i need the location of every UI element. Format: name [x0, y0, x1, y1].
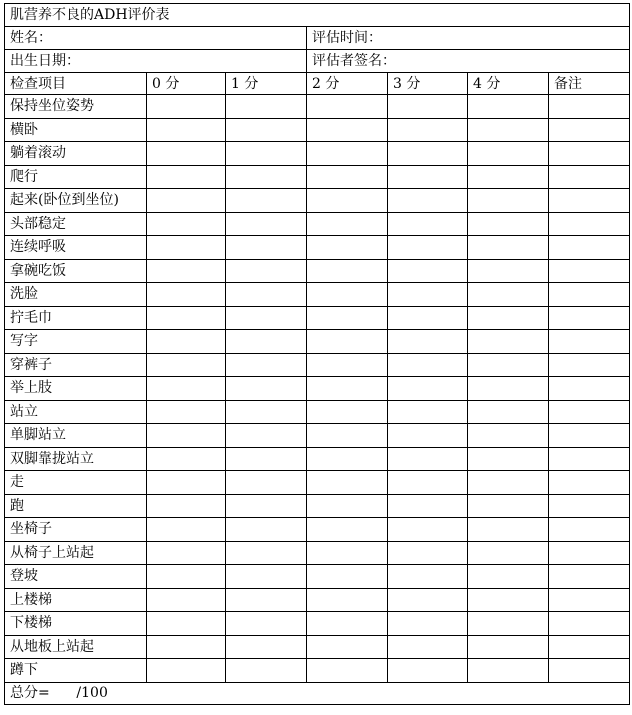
score-3-cell[interactable] — [388, 377, 468, 401]
score-3-cell[interactable] — [388, 330, 468, 354]
score-4-cell[interactable] — [468, 353, 549, 377]
score-2-cell[interactable] — [307, 236, 388, 260]
score-4-cell[interactable] — [468, 635, 549, 659]
item-label: 从地板上站起 — [5, 635, 147, 659]
item-label: 拿碗吃饭 — [5, 259, 147, 283]
score-4-cell[interactable] — [468, 259, 549, 283]
score-2-cell[interactable] — [307, 447, 388, 471]
item-label: 连续呼吸 — [5, 236, 147, 260]
score-3-cell[interactable] — [388, 612, 468, 636]
table-row — [5, 424, 630, 448]
score-3-cell[interactable] — [388, 565, 468, 589]
table-row — [5, 212, 630, 236]
item-label: 写字 — [5, 330, 147, 354]
remarks-cell[interactable] — [549, 424, 630, 448]
remarks-cell[interactable] — [549, 306, 630, 330]
remarks-cell[interactable] — [549, 259, 630, 283]
item-label: 起来(卧位到坐位) — [5, 189, 147, 213]
table-row — [5, 588, 630, 612]
score-1-cell[interactable] — [226, 659, 307, 683]
remarks-cell[interactable] — [549, 165, 630, 189]
score-2-cell[interactable] — [307, 95, 388, 119]
table-row — [5, 165, 630, 189]
score-2-cell[interactable] — [307, 494, 388, 518]
score-0-cell[interactable] — [147, 236, 226, 260]
remarks-cell[interactable] — [549, 494, 630, 518]
score-2-cell[interactable] — [307, 471, 388, 495]
assessor-signature-field[interactable]: 评估者签名： — [307, 50, 630, 73]
score-4-cell[interactable] — [468, 659, 549, 683]
score-3-cell[interactable] — [388, 353, 468, 377]
score-3-cell[interactable] — [388, 424, 468, 448]
score-1-cell[interactable] — [226, 588, 307, 612]
table-row — [5, 283, 630, 307]
item-label: 躺着滚动 — [5, 142, 147, 166]
score-0-cell[interactable] — [147, 306, 226, 330]
form-title: 肌营养不良的ADH评价表 — [5, 4, 630, 27]
score-0-cell[interactable] — [147, 212, 226, 236]
table-row — [5, 471, 630, 495]
item-label: 单脚站立 — [5, 424, 147, 448]
table-row — [5, 635, 630, 659]
score-0-cell[interactable] — [147, 635, 226, 659]
score-0-cell[interactable] — [147, 142, 226, 166]
score-3-cell[interactable] — [388, 306, 468, 330]
score-2-cell[interactable] — [307, 353, 388, 377]
table-row — [5, 189, 630, 213]
remarks-cell[interactable] — [549, 400, 630, 424]
table-row — [5, 659, 630, 683]
table-row — [5, 518, 630, 542]
remarks-cell[interactable] — [549, 95, 630, 119]
score-3-cell[interactable] — [388, 189, 468, 213]
score-4-cell[interactable] — [468, 189, 549, 213]
remarks-cell[interactable] — [549, 283, 630, 307]
score-3-cell[interactable] — [388, 259, 468, 283]
score-2-cell[interactable] — [307, 565, 388, 589]
column-header-score-1: 1 分 — [226, 73, 307, 95]
total-row — [5, 682, 630, 704]
score-0-cell[interactable] — [147, 259, 226, 283]
score-1-cell[interactable] — [226, 259, 307, 283]
score-0-cell[interactable] — [147, 659, 226, 683]
column-header-item: 检查项目 — [5, 73, 147, 95]
item-label: 双脚靠拢站立 — [5, 447, 147, 471]
column-header-score-0: 0 分 — [147, 73, 226, 95]
score-0-cell[interactable] — [147, 565, 226, 589]
name-field[interactable]: 姓名： — [5, 27, 307, 50]
score-3-cell[interactable] — [388, 95, 468, 119]
item-label: 走 — [5, 471, 147, 495]
item-label: 拧毛巾 — [5, 306, 147, 330]
column-header-score-4: 4 分 — [468, 73, 549, 95]
table-row — [5, 118, 630, 142]
total-score[interactable]: 总分= /100 — [5, 682, 630, 704]
score-2-cell[interactable] — [307, 588, 388, 612]
table-row — [5, 259, 630, 283]
score-4-cell[interactable] — [468, 447, 549, 471]
remarks-cell[interactable] — [549, 330, 630, 354]
score-1-cell[interactable] — [226, 377, 307, 401]
remarks-cell[interactable] — [549, 447, 630, 471]
score-0-cell[interactable] — [147, 118, 226, 142]
item-label: 穿裤子 — [5, 353, 147, 377]
remarks-cell[interactable] — [549, 565, 630, 589]
score-1-cell[interactable] — [226, 424, 307, 448]
score-3-cell[interactable] — [388, 165, 468, 189]
score-4-cell[interactable] — [468, 471, 549, 495]
score-0-cell[interactable] — [147, 377, 226, 401]
score-1-cell[interactable] — [226, 353, 307, 377]
score-2-cell[interactable] — [307, 635, 388, 659]
remarks-cell[interactable] — [549, 659, 630, 683]
table-row — [5, 494, 630, 518]
score-1-cell[interactable] — [226, 142, 307, 166]
item-label: 横卧 — [5, 118, 147, 142]
score-0-cell[interactable] — [147, 353, 226, 377]
score-2-cell[interactable] — [307, 541, 388, 565]
table-row — [5, 377, 630, 401]
item-label: 爬行 — [5, 165, 147, 189]
score-2-cell[interactable] — [307, 118, 388, 142]
score-1-cell[interactable] — [226, 283, 307, 307]
score-1-cell[interactable] — [226, 565, 307, 589]
remarks-cell[interactable] — [549, 377, 630, 401]
score-3-cell[interactable] — [388, 283, 468, 307]
score-2-cell[interactable] — [307, 165, 388, 189]
score-3-cell[interactable] — [388, 518, 468, 542]
score-4-cell[interactable] — [468, 565, 549, 589]
score-1-cell[interactable] — [226, 541, 307, 565]
score-0-cell[interactable] — [147, 494, 226, 518]
table-row — [5, 541, 630, 565]
table-row — [5, 142, 630, 166]
score-3-cell[interactable] — [388, 447, 468, 471]
score-4-cell[interactable] — [468, 494, 549, 518]
score-0-cell[interactable] — [147, 424, 226, 448]
score-3-cell[interactable] — [388, 471, 468, 495]
score-1-cell[interactable] — [226, 447, 307, 471]
score-2-cell[interactable] — [307, 330, 388, 354]
score-3-cell[interactable] — [388, 118, 468, 142]
score-4-cell[interactable] — [468, 212, 549, 236]
score-0-cell[interactable] — [147, 541, 226, 565]
table-row — [5, 236, 630, 260]
item-label: 头部稳定 — [5, 212, 147, 236]
remarks-cell[interactable] — [549, 142, 630, 166]
score-1-cell[interactable] — [226, 400, 307, 424]
score-2-cell[interactable] — [307, 283, 388, 307]
item-label: 洗脸 — [5, 283, 147, 307]
remarks-cell[interactable] — [549, 189, 630, 213]
birth-date-field[interactable]: 出生日期： — [5, 50, 307, 73]
score-1-cell[interactable] — [226, 612, 307, 636]
score-3-cell[interactable] — [388, 236, 468, 260]
remarks-cell[interactable] — [549, 118, 630, 142]
score-4-cell[interactable] — [468, 612, 549, 636]
score-4-cell[interactable] — [468, 330, 549, 354]
score-4-cell[interactable] — [468, 118, 549, 142]
score-1-cell[interactable] — [226, 165, 307, 189]
score-3-cell[interactable] — [388, 142, 468, 166]
score-2-cell[interactable] — [307, 377, 388, 401]
score-2-cell[interactable] — [307, 259, 388, 283]
item-label: 从椅子上站起 — [5, 541, 147, 565]
table-row — [5, 612, 630, 636]
score-4-cell[interactable] — [468, 95, 549, 119]
score-2-cell[interactable] — [307, 659, 388, 683]
table-row — [5, 330, 630, 354]
score-0-cell[interactable] — [147, 612, 226, 636]
item-label: 跑 — [5, 494, 147, 518]
score-0-cell[interactable] — [147, 330, 226, 354]
table-row — [5, 565, 630, 589]
score-2-cell[interactable] — [307, 424, 388, 448]
item-label: 举上肢 — [5, 377, 147, 401]
score-3-cell[interactable] — [388, 659, 468, 683]
item-label: 站立 — [5, 400, 147, 424]
remarks-cell[interactable] — [549, 236, 630, 260]
score-1-cell[interactable] — [226, 494, 307, 518]
score-4-cell[interactable] — [468, 541, 549, 565]
item-label: 保持坐位姿势 — [5, 95, 147, 119]
remarks-cell[interactable] — [549, 518, 630, 542]
score-0-cell[interactable] — [147, 471, 226, 495]
table-row — [5, 353, 630, 377]
score-4-cell[interactable] — [468, 424, 549, 448]
score-3-cell[interactable] — [388, 588, 468, 612]
score-4-cell[interactable] — [468, 142, 549, 166]
score-0-cell[interactable] — [147, 283, 226, 307]
score-0-cell[interactable] — [147, 95, 226, 119]
table-row — [5, 95, 630, 119]
score-4-cell[interactable] — [468, 165, 549, 189]
remarks-cell[interactable] — [549, 541, 630, 565]
table-row — [5, 400, 630, 424]
column-header-remarks: 备注 — [549, 73, 630, 95]
score-2-cell[interactable] — [307, 306, 388, 330]
score-1-cell[interactable] — [226, 236, 307, 260]
score-2-cell[interactable] — [307, 612, 388, 636]
table-row — [5, 447, 630, 471]
score-2-cell[interactable] — [307, 142, 388, 166]
item-label: 登坡 — [5, 565, 147, 589]
score-4-cell[interactable] — [468, 518, 549, 542]
remarks-cell[interactable] — [549, 588, 630, 612]
score-0-cell[interactable] — [147, 588, 226, 612]
score-2-cell[interactable] — [307, 518, 388, 542]
column-header-score-3: 3 分 — [388, 73, 468, 95]
score-1-cell[interactable] — [226, 635, 307, 659]
score-4-cell[interactable] — [468, 236, 549, 260]
score-1-cell[interactable] — [226, 518, 307, 542]
score-1-cell[interactable] — [226, 95, 307, 119]
score-0-cell[interactable] — [147, 189, 226, 213]
item-label: 上楼梯 — [5, 588, 147, 612]
score-0-cell[interactable] — [147, 447, 226, 471]
score-4-cell[interactable] — [468, 377, 549, 401]
score-1-cell[interactable] — [226, 330, 307, 354]
table-row — [5, 306, 630, 330]
remarks-cell[interactable] — [549, 471, 630, 495]
score-1-cell[interactable] — [226, 471, 307, 495]
score-1-cell[interactable] — [226, 306, 307, 330]
remarks-cell[interactable] — [549, 612, 630, 636]
score-2-cell[interactable] — [307, 189, 388, 213]
item-label: 下楼梯 — [5, 612, 147, 636]
adh-assessment-form — [4, 3, 629, 705]
score-3-cell[interactable] — [388, 541, 468, 565]
score-3-cell[interactable] — [388, 212, 468, 236]
score-1-cell[interactable] — [226, 118, 307, 142]
score-0-cell[interactable] — [147, 518, 226, 542]
score-2-cell[interactable] — [307, 212, 388, 236]
assessment-time-field[interactable]: 评估时间： — [307, 27, 630, 50]
score-3-cell[interactable] — [388, 494, 468, 518]
item-label: 坐椅子 — [5, 518, 147, 542]
score-4-cell[interactable] — [468, 306, 549, 330]
score-1-cell[interactable] — [226, 189, 307, 213]
score-4-cell[interactable] — [468, 400, 549, 424]
score-2-cell[interactable] — [307, 400, 388, 424]
item-label: 蹲下 — [5, 659, 147, 683]
column-header-row — [5, 73, 630, 95]
remarks-cell[interactable] — [549, 353, 630, 377]
assessment-table — [4, 3, 630, 705]
remarks-cell[interactable] — [549, 212, 630, 236]
score-0-cell[interactable] — [147, 165, 226, 189]
score-4-cell[interactable] — [468, 283, 549, 307]
score-1-cell[interactable] — [226, 212, 307, 236]
score-3-cell[interactable] — [388, 400, 468, 424]
column-header-score-2: 2 分 — [307, 73, 388, 95]
remarks-cell[interactable] — [549, 635, 630, 659]
score-3-cell[interactable] — [388, 635, 468, 659]
score-0-cell[interactable] — [147, 400, 226, 424]
score-4-cell[interactable] — [468, 588, 549, 612]
